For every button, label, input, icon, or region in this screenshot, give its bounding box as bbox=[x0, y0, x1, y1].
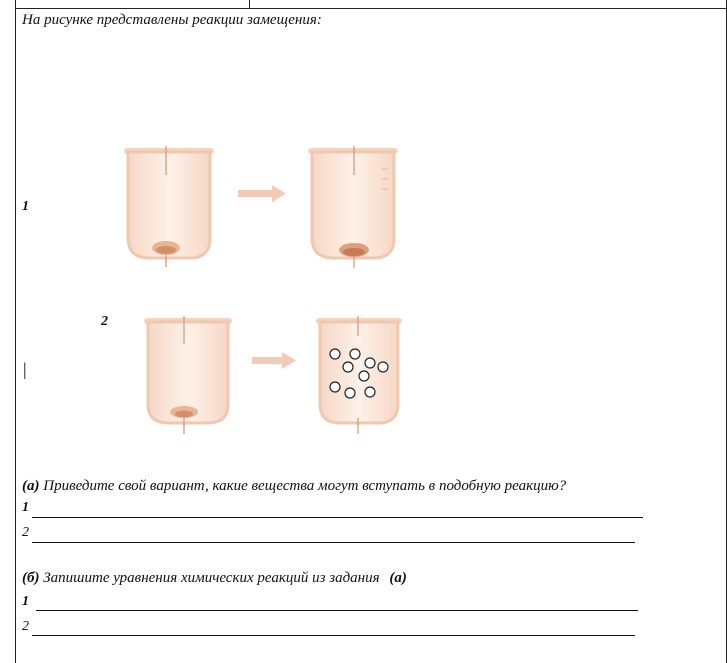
beaker-2-after bbox=[316, 316, 402, 434]
question-b-letter: (б) bbox=[22, 570, 40, 586]
answer-b-1-label: 1 bbox=[22, 594, 29, 609]
question-b-text: Запишите уравнения химических реакций из задания bbox=[43, 570, 380, 586]
reaction-1-label: 1 bbox=[22, 199, 29, 214]
question-a-text: Приведите свой вариант, какие вещества могут вступать в подобную реакцию? bbox=[43, 478, 567, 494]
answer-a-1-line[interactable] bbox=[32, 517, 643, 518]
answer-a-1-label: 1 bbox=[22, 500, 29, 515]
reaction-arrow-1 bbox=[238, 185, 286, 202]
reaction-arrow-2 bbox=[252, 352, 296, 369]
question-a-letter: (а) bbox=[22, 478, 40, 494]
answer-a-2-label: 2 bbox=[22, 525, 29, 540]
reaction-2-label: 2 bbox=[101, 314, 108, 329]
stray-mark: | bbox=[22, 359, 27, 379]
beaker-1-after bbox=[308, 146, 398, 268]
answer-b-2-line[interactable] bbox=[32, 635, 635, 636]
question-b-ref: (а) bbox=[389, 570, 407, 586]
intro-text: На рисунке представлены реакции замещения: bbox=[22, 12, 322, 28]
answer-b-2-label: 2 bbox=[22, 619, 29, 634]
answer-a-2-line[interactable] bbox=[32, 542, 635, 543]
question-b bbox=[22, 570, 407, 587]
answer-b-1-line[interactable] bbox=[36, 610, 638, 611]
beaker-1-before bbox=[124, 146, 214, 267]
question-a bbox=[22, 478, 566, 495]
beaker-2-before bbox=[144, 316, 232, 434]
